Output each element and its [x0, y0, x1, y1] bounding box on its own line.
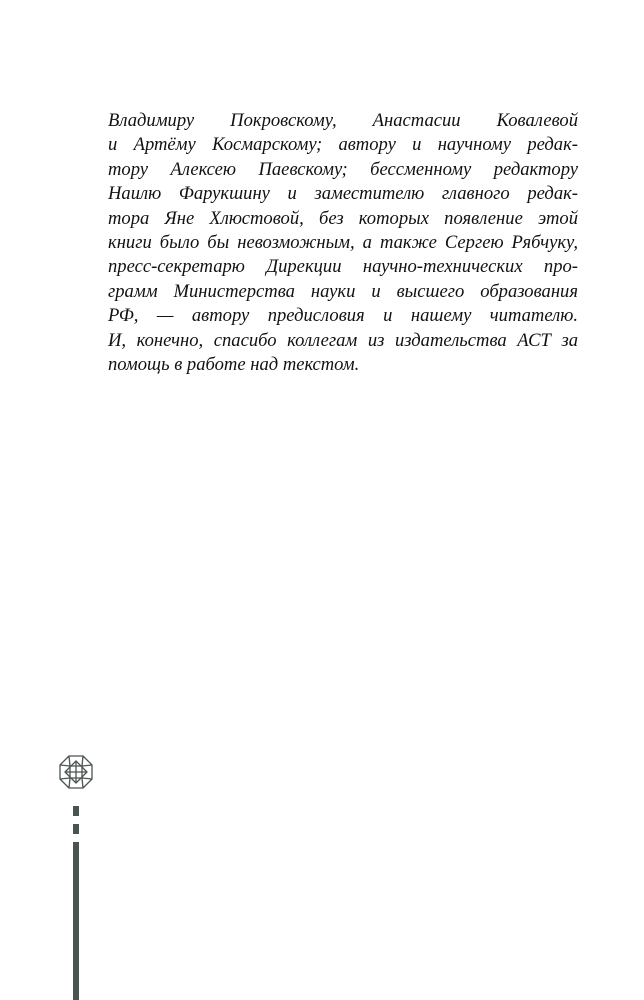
text-line: тору Алексею Паевскому; бессменному редактору	[108, 158, 578, 180]
text-line: помощь в работе над текстом.	[108, 354, 360, 376]
text-line: Владимиру Покровскому, Анастасии Ковалевой	[108, 110, 578, 131]
text-line: грамм Министерства науки и высшего образования	[108, 280, 578, 302]
text-line: РФ, — автору предисловия и нашему читателю.	[108, 305, 578, 327]
text-line: Наилю Фарукшину и заместителю главного редак-	[108, 183, 578, 205]
text-line: книги было бы невозможным, а также Сергею Рябчуку,	[108, 232, 578, 254]
decor-dash	[73, 824, 79, 834]
hypercube-icon	[57, 753, 95, 791]
decor-bar	[73, 842, 79, 1000]
text-line: и Артёму Космарскому; автору и научному редак-	[108, 134, 578, 156]
text-line: И, конечно, спасибо коллегам из издательства АСТ за	[108, 329, 578, 351]
text-line: тора Яне Хлюстовой, без которых появление этой	[108, 207, 578, 229]
acknowledgements-paragraph	[108, 109, 578, 377]
decor-dash	[73, 806, 79, 816]
text-line: пресс-секретарю Дирекции научно-технических про-	[108, 256, 578, 278]
